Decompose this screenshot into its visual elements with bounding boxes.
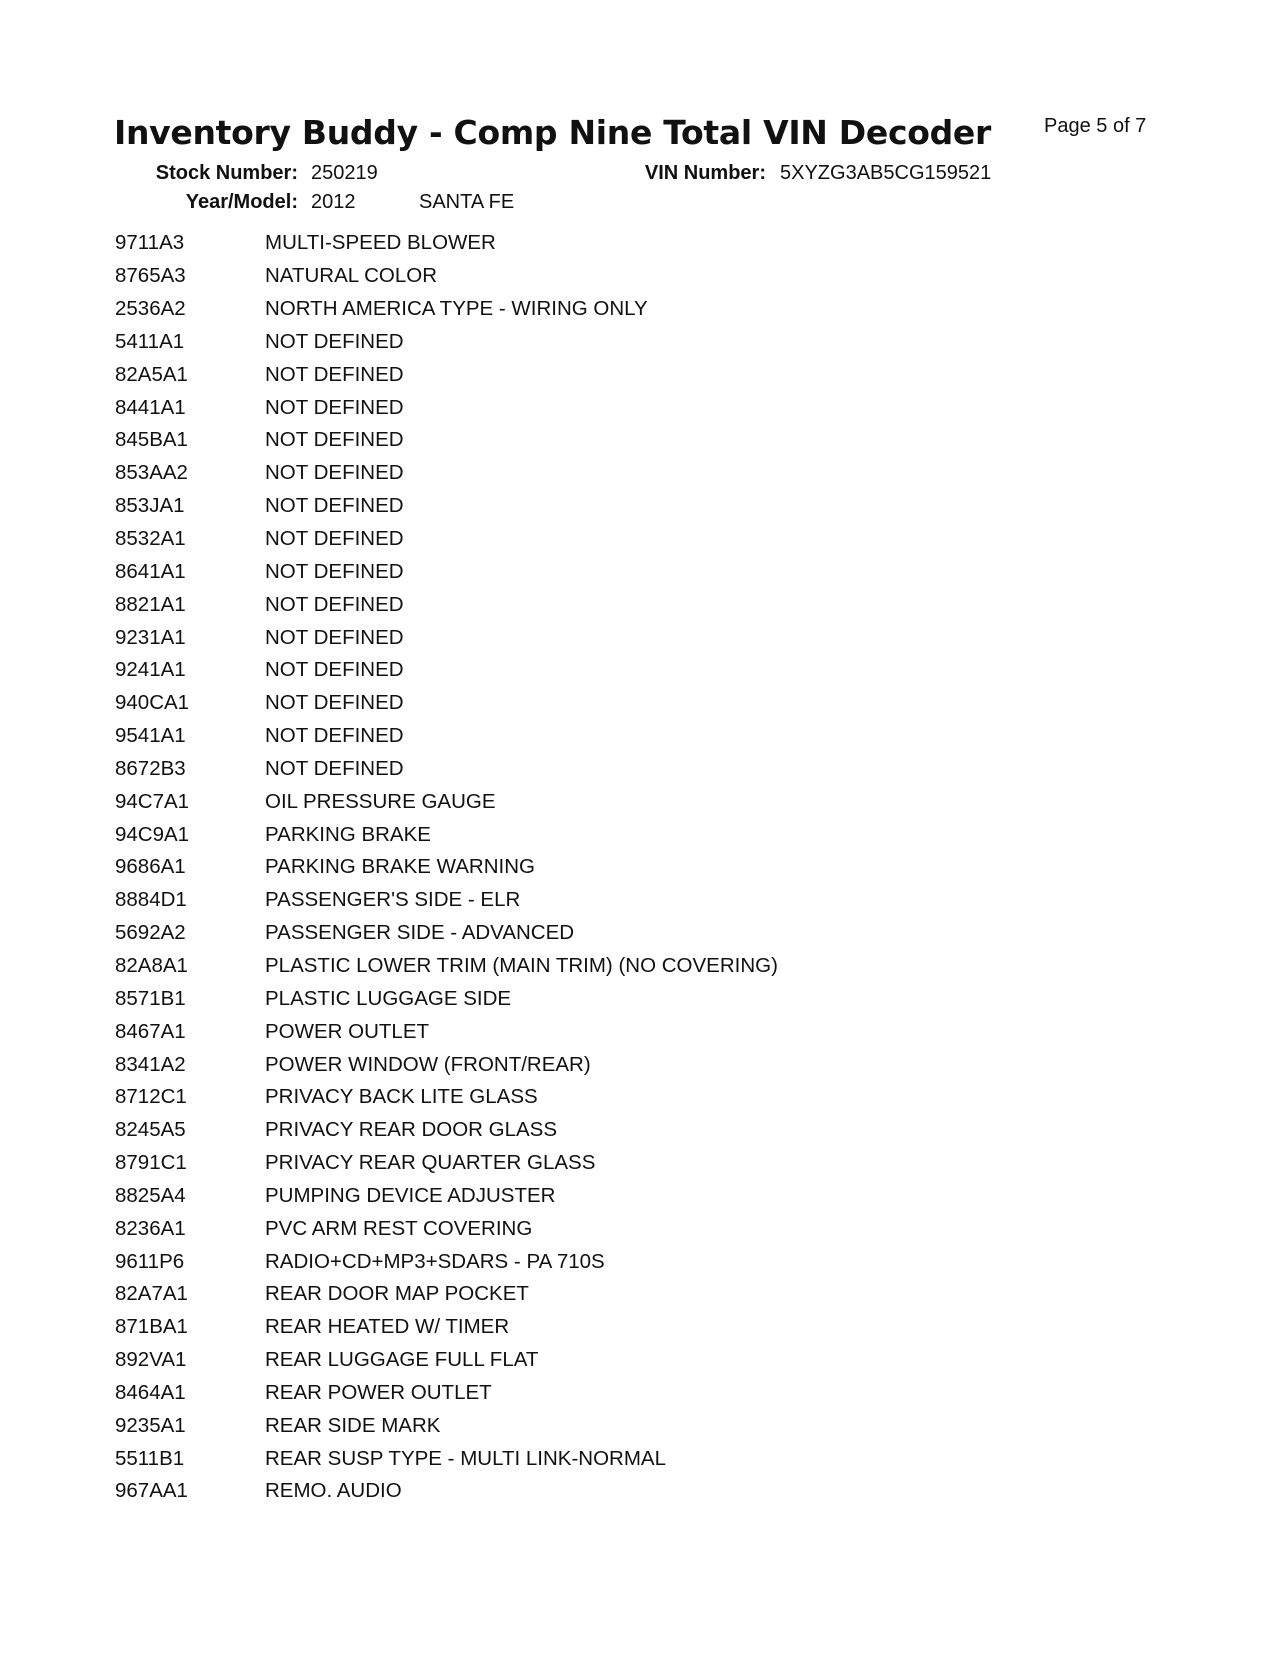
option-row — [115, 358, 1115, 391]
option-code: 8884D1 — [115, 888, 187, 912]
option-code: 94C9A1 — [115, 822, 190, 846]
option-description: MULTI-SPEED BLOWER — [265, 231, 496, 255]
option-row — [115, 1212, 1115, 1245]
option-code: 5692A2 — [115, 921, 186, 945]
option-row — [115, 555, 1115, 588]
option-row — [115, 851, 1115, 884]
option-code: 82A5A1 — [115, 362, 188, 386]
option-code: 8641A1 — [115, 559, 186, 583]
option-description: REAR SUSP TYPE - MULTI LINK-NORMAL — [265, 1446, 666, 1470]
option-row — [115, 1015, 1115, 1048]
option-code: 8467A1 — [115, 1019, 186, 1043]
option-code-list — [115, 227, 1115, 1508]
option-description: NOT DEFINED — [265, 362, 404, 386]
option-row — [115, 490, 1115, 523]
option-row — [115, 1442, 1115, 1475]
option-description: NOT DEFINED — [265, 658, 404, 682]
option-description: NOT DEFINED — [265, 724, 404, 748]
option-code: 8821A1 — [115, 592, 186, 616]
option-description: OIL PRESSURE GAUGE — [265, 789, 496, 813]
option-description: PUMPING DEVICE ADJUSTER — [265, 1183, 556, 1207]
option-row — [115, 785, 1115, 818]
option-row — [115, 1245, 1115, 1278]
option-row — [115, 1311, 1115, 1344]
option-code: 5511B1 — [115, 1446, 185, 1470]
option-row — [115, 818, 1115, 851]
option-row — [115, 1278, 1115, 1311]
option-description: REAR SIDE MARK — [265, 1413, 441, 1437]
option-description: REAR POWER OUTLET — [265, 1380, 492, 1404]
option-description: PRIVACY REAR DOOR GLASS — [265, 1118, 558, 1142]
option-description: NOT DEFINED — [265, 428, 404, 452]
option-description: NORTH AMERICA TYPE - WIRING ONLY — [265, 297, 648, 321]
option-row — [115, 982, 1115, 1015]
option-description: NOT DEFINED — [265, 395, 404, 419]
option-code: 9541A1 — [115, 724, 186, 748]
option-description: PARKING BRAKE — [265, 822, 431, 846]
option-row — [115, 621, 1115, 654]
option-row — [115, 917, 1115, 950]
option-description: NOT DEFINED — [265, 494, 404, 518]
option-row — [115, 687, 1115, 720]
option-row — [115, 1344, 1115, 1377]
option-row — [115, 1048, 1115, 1081]
option-description: NOT DEFINED — [265, 756, 404, 780]
option-description: NOT DEFINED — [265, 592, 404, 616]
option-code: 9231A1 — [115, 625, 186, 649]
option-row — [115, 588, 1115, 621]
option-code: 8571B1 — [115, 986, 186, 1010]
option-row — [115, 654, 1115, 687]
option-description: NOT DEFINED — [265, 461, 404, 485]
vin-number-label: VIN Number: — [644, 162, 766, 184]
option-description: PVC ARM REST COVERING — [265, 1216, 533, 1240]
option-code: 8441A1 — [115, 395, 186, 419]
option-row — [115, 950, 1115, 983]
option-code: 2536A2 — [115, 297, 186, 321]
option-row — [115, 720, 1115, 753]
option-description: PARKING BRAKE WARNING — [265, 855, 535, 879]
option-code: 8791C1 — [115, 1151, 187, 1175]
option-code: 8532A1 — [115, 527, 186, 551]
option-description: RADIO+CD+MP3+SDARS - PA 710S — [265, 1249, 605, 1273]
option-code: 8245A5 — [115, 1118, 186, 1142]
year-value: 2012 — [311, 191, 356, 213]
option-row — [115, 1147, 1115, 1180]
option-row — [115, 227, 1115, 260]
option-description: PLASTIC LUGGAGE SIDE — [265, 986, 512, 1010]
option-description: NATURAL COLOR — [265, 264, 437, 288]
option-description: NOT DEFINED — [265, 527, 404, 551]
option-description: PRIVACY BACK LITE GLASS — [265, 1085, 538, 1109]
option-code: 8672B3 — [115, 756, 186, 780]
option-code: 94C7A1 — [115, 789, 190, 813]
option-code: 9686A1 — [115, 855, 186, 879]
option-row — [115, 326, 1115, 359]
option-row — [115, 260, 1115, 293]
option-description: NOT DEFINED — [265, 691, 404, 715]
vin-number-value: 5XYZG3AB5CG159521 — [780, 162, 992, 184]
option-row — [115, 1409, 1115, 1442]
option-code: 853JA1 — [115, 494, 185, 518]
option-description: REAR HEATED W/ TIMER — [265, 1315, 510, 1339]
option-code: 892VA1 — [115, 1348, 187, 1372]
model-value: SANTA FE — [419, 191, 515, 213]
option-row — [115, 1179, 1115, 1212]
option-description: POWER OUTLET — [265, 1019, 430, 1043]
option-description: REAR LUGGAGE FULL FLAT — [265, 1348, 539, 1372]
option-code: 82A7A1 — [115, 1282, 188, 1306]
stock-number-value: 250219 — [311, 162, 378, 184]
option-code: 940CA1 — [115, 691, 190, 715]
option-row — [115, 523, 1115, 556]
option-code: 8825A4 — [115, 1183, 186, 1207]
stock-number-label: Stock Number: — [155, 162, 298, 184]
option-description: POWER WINDOW (FRONT/REAR) — [265, 1052, 591, 1076]
option-row — [115, 884, 1115, 917]
option-code: 9611P6 — [115, 1249, 185, 1273]
option-code: 8712C1 — [115, 1085, 187, 1109]
option-description: NOT DEFINED — [265, 329, 404, 353]
option-row — [115, 1114, 1115, 1147]
option-row — [115, 1081, 1115, 1114]
option-code: 871BA1 — [115, 1315, 188, 1339]
option-row — [115, 293, 1115, 326]
option-row — [115, 457, 1115, 490]
option-code: 82A8A1 — [115, 953, 188, 977]
option-code: 8464A1 — [115, 1380, 186, 1404]
option-row — [115, 1475, 1115, 1508]
option-code: 967AA1 — [115, 1479, 188, 1503]
option-code: 8765A3 — [115, 264, 186, 288]
option-row — [115, 391, 1115, 424]
option-description: NOT DEFINED — [265, 625, 404, 649]
option-code: 845BA1 — [115, 428, 188, 452]
document-title: Inventory Buddy - Comp Nine Total VIN Decoder — [114, 113, 991, 152]
option-description: PLASTIC LOWER TRIM (MAIN TRIM) (NO COVERING) — [265, 953, 778, 977]
option-code: 853AA2 — [115, 461, 188, 485]
option-row — [115, 1377, 1115, 1410]
option-description: PASSENGER'S SIDE - ELR — [265, 888, 521, 912]
option-description: REAR DOOR MAP POCKET — [265, 1282, 529, 1306]
option-description: PASSENGER SIDE - ADVANCED — [265, 921, 575, 945]
option-code: 9235A1 — [115, 1413, 186, 1437]
option-description: NOT DEFINED — [265, 559, 404, 583]
option-code: 8236A1 — [115, 1216, 186, 1240]
option-row — [115, 424, 1115, 457]
year-model-label: Year/Model: — [185, 191, 298, 213]
option-code: 9711A3 — [115, 231, 185, 255]
option-code: 5411A1 — [115, 329, 185, 353]
option-code: 9241A1 — [115, 658, 186, 682]
option-description: REMO. AUDIO — [265, 1479, 402, 1503]
option-description: PRIVACY REAR QUARTER GLASS — [265, 1151, 596, 1175]
option-row — [115, 753, 1115, 786]
option-code: 8341A2 — [115, 1052, 186, 1076]
page-indicator: Page 5 of 7 — [1044, 115, 1147, 137]
